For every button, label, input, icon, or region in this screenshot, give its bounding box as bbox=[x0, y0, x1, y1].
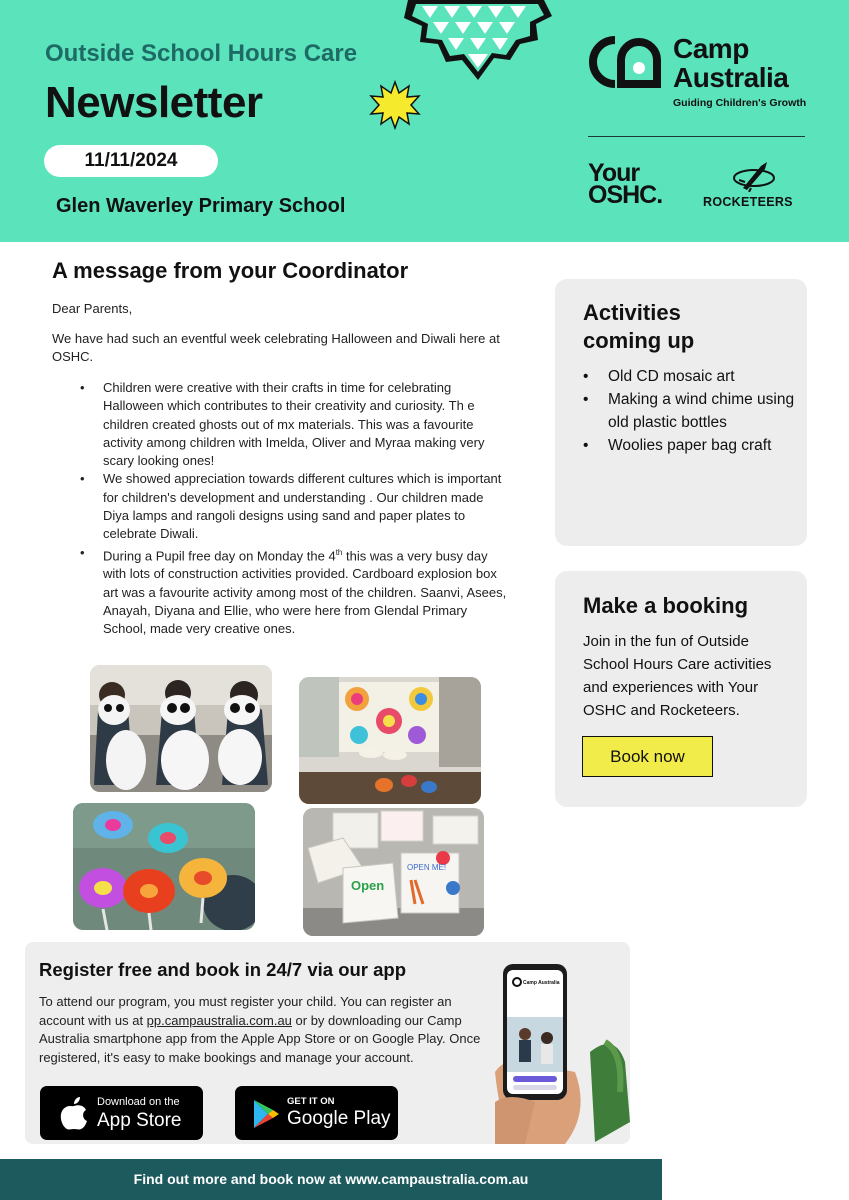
list-item bbox=[583, 434, 798, 457]
banner-text-part: or by downloading our Camp Australia smartphone app from the Apple App Store or on Google Play. Once registered, it's easy to make bookings and manage your account. bbox=[39, 1012, 481, 1065]
bullet-text-part: this was a very busy day with lots of construction activities provided. Cardboard explosion box art was a favourite activity among most of the children. Saanvi, Asees, Anayah, Diyana and Ellie, who were here from Glendal Primary School, made very creative ones. bbox=[103, 548, 507, 637]
school-name: Glen Waverley Primary School bbox=[56, 195, 346, 217]
header bbox=[0, 0, 849, 242]
rocketeers-name: ROCKETEERS bbox=[703, 195, 793, 209]
app-banner-text bbox=[39, 993, 489, 1067]
activity-text: Old CD mosaic art bbox=[608, 368, 735, 385]
booking-box bbox=[555, 571, 807, 807]
bullet-icon: • bbox=[583, 368, 589, 385]
rocket-icon bbox=[731, 160, 777, 192]
bullet-text: Children were creative with their crafts in time for celebrating Halloween which contributes to their creativity and curiosity. Th e children created ghosts out of mx materials. This was a favourite activity among children with Imelda, Oliver and Myraa making very scary looking ones! bbox=[103, 380, 485, 469]
list-item bbox=[583, 365, 798, 388]
photo-halloween-ghosts bbox=[90, 665, 272, 792]
triangle-pattern-decoration bbox=[398, 0, 554, 86]
phone-in-hand-illustration bbox=[495, 962, 630, 1144]
ordinal-suffix: th bbox=[335, 547, 343, 557]
header-divider bbox=[588, 136, 805, 137]
list-item bbox=[583, 388, 798, 434]
app-store-button[interactable] bbox=[40, 1086, 203, 1140]
app-banner bbox=[25, 942, 630, 1144]
google-play-big-label: Google Play bbox=[287, 1108, 391, 1129]
google-play-small-label: GET IT ON bbox=[287, 1096, 335, 1107]
your-oshc-logo bbox=[588, 159, 663, 209]
coordinator-message-title: A message from your Coordinator bbox=[52, 258, 409, 283]
app-banner-title: Register free and book in 24/7 via our app bbox=[39, 959, 407, 980]
activities-list bbox=[583, 365, 798, 457]
greeting: Dear Parents, bbox=[52, 301, 133, 316]
newsletter-title: Newsletter bbox=[45, 78, 263, 127]
brand-name-line2: Australia bbox=[673, 62, 789, 93]
photo-explosion-boxes bbox=[303, 808, 484, 936]
activities-title: Activities coming up bbox=[583, 300, 695, 353]
oshc-logo-line1: Your bbox=[588, 159, 640, 187]
brand-name-line1: Camp bbox=[673, 33, 749, 64]
apple-icon bbox=[58, 1095, 90, 1131]
app-store-small-label: Download on the bbox=[97, 1096, 180, 1108]
activity-text: Making a wind chime using old plastic bottles bbox=[608, 391, 795, 431]
list-item bbox=[52, 544, 512, 639]
camp-australia-logo bbox=[585, 34, 810, 114]
bullet-text: We showed appreciation towards different cultures which is important for children's development and understanding . Our children made Diya lamps and rangoli designs using sand and paper plates to celebrate Diwali. bbox=[103, 471, 502, 542]
newsletter-date: 11/11/2024 bbox=[44, 145, 218, 177]
rocketeers-logo bbox=[703, 160, 807, 210]
bullet-icon: • bbox=[80, 471, 85, 487]
intro-paragraph: We have had such an eventful week celebrating Halloween and Diwali here at OSHC. bbox=[52, 331, 500, 364]
activities-box bbox=[555, 279, 807, 546]
explosion-box-label: OPEN ME! bbox=[407, 863, 447, 872]
photo-diwali-diya-display bbox=[299, 677, 481, 804]
app-store-big-label: App Store bbox=[97, 1110, 182, 1131]
registration-link[interactable]: pp.campaustralia.com.au bbox=[146, 1012, 292, 1028]
google-play-button[interactable] bbox=[235, 1086, 398, 1140]
starburst-decoration bbox=[369, 80, 421, 130]
banner-text-part: To attend our program, you must register your child. You can register an account with us at bbox=[39, 994, 452, 1028]
bullet-icon: • bbox=[583, 391, 589, 408]
bullet-text-part: During a Pupil free day on Monday the 4 bbox=[103, 548, 336, 563]
bullet-icon: • bbox=[80, 544, 85, 560]
camp-australia-logo-icon bbox=[585, 34, 669, 90]
phone-brand-label: Camp Australia bbox=[523, 980, 560, 986]
footer-banner[interactable]: Find out more and book now at www.campaustralia.com.au bbox=[0, 1159, 662, 1200]
brand-tagline: Guiding Children's Growth bbox=[673, 97, 807, 109]
newsletter-subtitle: Outside School Hours Care bbox=[45, 40, 358, 67]
book-now-button[interactable]: Book now bbox=[582, 736, 713, 777]
oshc-logo-line2: OSHC. bbox=[588, 181, 663, 209]
bullet-icon: • bbox=[583, 437, 589, 454]
list-item bbox=[52, 470, 512, 543]
photo-paper-flowers bbox=[73, 803, 255, 930]
coordinator-bullet-list bbox=[52, 379, 512, 638]
booking-title: Make a booking bbox=[583, 593, 749, 618]
google-play-icon bbox=[252, 1099, 280, 1129]
booking-text: Join in the fun of Outside School Hours Care activities and experiences with Your OSHC and Rocketeers. bbox=[583, 633, 772, 719]
list-item bbox=[52, 379, 512, 470]
bullet-icon: • bbox=[80, 380, 85, 395]
activity-text: Woolies paper bag craft bbox=[608, 437, 772, 454]
explosion-box-label: Open bbox=[351, 878, 385, 893]
